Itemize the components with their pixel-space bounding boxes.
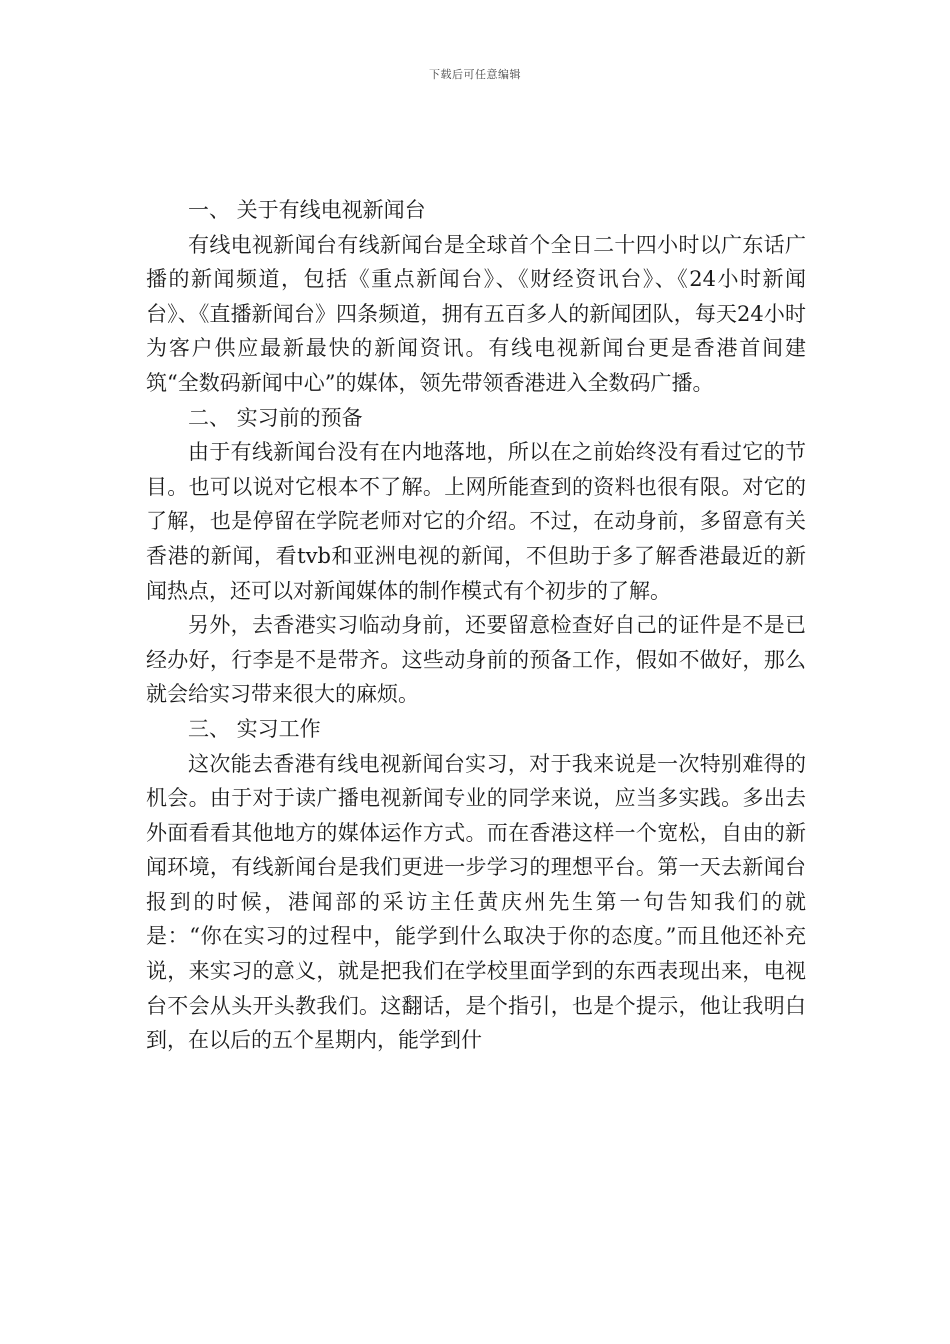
page-header: 下载后可任意编辑: [429, 68, 521, 81]
section-heading-1: 一、 关于有线电视新闻台: [188, 198, 426, 222]
paragraph: 由于有线新闻台没有在内地落地，所以在之前始终没有看过它的节目。也可以说对它根本不了解。上网所能查到的资料也很有限。对它的了解，也是停留在学院老师对它的介绍。不过，在动身前，多留意有关香港的新闻，看tvb和亚洲电视的新闻，不但助于多了解香港最近的新闻热点，还可以对新闻媒体的制作模式有个初步的了解。: [146, 440, 806, 603]
section-heading-3: 三、 实习工作: [188, 716, 321, 741]
paragraph: 这次能去香港有线电视新闻台实习，对于我来说是一次特别难得的机会。由于对于读广播电视新闻专业的同学来说，应当多实践。多出去外面看看其他地方的媒体运作方式。而在香港这样一个宽松，自由的新闻环境，有线新闻台是我们更进一步学习的理想平台。第一天去新闻台报到的时候，港闻部的采访主任黄庆州先生第一句告知我们的就是：“你在实习的过程中，能学到什么取决于你的态度。”而且他还补充说，来实习的意义，就是把我们在学校里面学到的东西表现出来，电视台不会从头开头教我们。这翻话，是个指引，也是个提示，他让我明白到，在以后的五个星期内，能学到什: [146, 751, 806, 1053]
paragraph: 有线电视新闻台有线新闻台是全球首个全日二十四小时以广东话广播的新闻频道，包括《重点新闻台》、《财经资讯台》、《24小时新闻台》、《直播新闻台》四条频道，拥有五百多人的新闻团队，每天24小时为客户供应最新最快的新闻资讯。有线电视新闻台更是香港首间建筑“全数码新闻中心”的媒体，领先带领香港进入全数码广播。: [146, 232, 806, 395]
section-heading-2: 二、 实习前的预备: [188, 405, 363, 430]
document-body: [146, 193, 806, 1058]
paragraph: 另外，去香港实习临动身前，还要留意检查好自己的证件是不是已经办好，行李是不是带齐。这些动身前的预备工作，假如不做好，那么就会给实习带来很大的麻烦。: [146, 613, 806, 707]
